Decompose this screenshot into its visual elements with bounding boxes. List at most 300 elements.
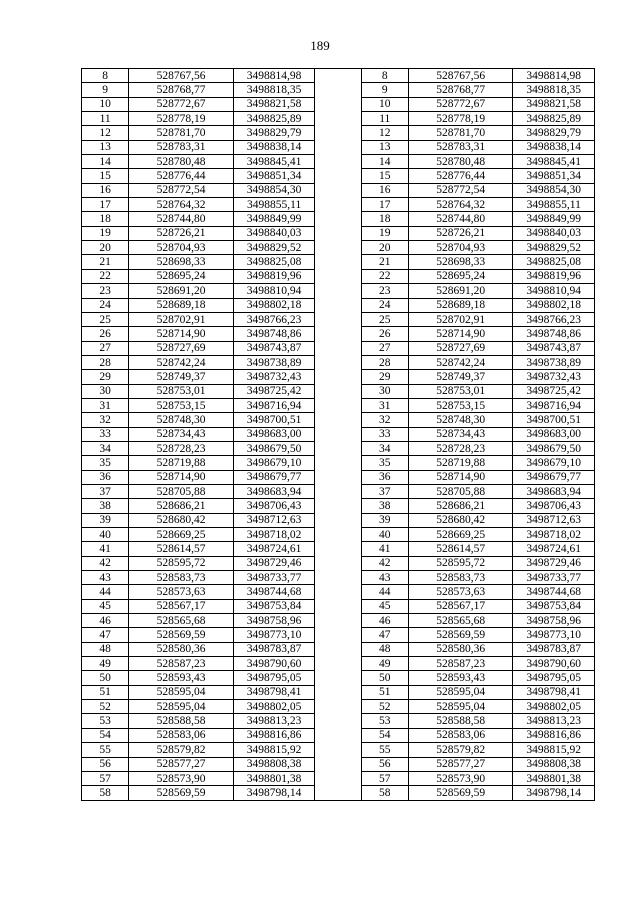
left-x-coordinate-cell: 528583,73 [129, 571, 234, 585]
right-x-coordinate-cell: 528595,04 [408, 685, 513, 699]
right-point-number-cell: 40 [361, 528, 408, 542]
right-point-number-cell: 46 [361, 614, 408, 628]
right-x-coordinate-cell: 528742,24 [408, 355, 513, 369]
left-point-number-cell: 20 [82, 241, 129, 255]
right-x-coordinate-cell: 528669,25 [408, 528, 513, 542]
right-x-coordinate-cell: 528569,59 [408, 786, 513, 800]
right-point-number-cell: 47 [361, 628, 408, 642]
left-y-coordinate-cell: 3498854,30 [233, 183, 314, 197]
right-point-number-cell: 45 [361, 599, 408, 613]
left-y-coordinate-cell: 3498855,11 [233, 198, 314, 212]
left-point-number-cell: 41 [82, 542, 129, 556]
left-y-coordinate-cell: 3498706,43 [233, 499, 314, 513]
left-y-coordinate-cell: 3498851,34 [233, 169, 314, 183]
right-x-coordinate-cell: 528614,57 [408, 542, 513, 556]
right-y-coordinate-cell: 3498814,98 [513, 69, 595, 83]
left-x-coordinate-cell: 528778,19 [129, 112, 234, 126]
right-point-number-cell: 17 [361, 198, 408, 212]
left-x-coordinate-cell: 528744,80 [129, 212, 234, 226]
left-point-number-cell: 49 [82, 657, 129, 671]
left-x-coordinate-cell: 528565,68 [129, 614, 234, 628]
right-y-coordinate-cell: 3498712,63 [513, 513, 595, 527]
left-point-number-cell: 32 [82, 413, 129, 427]
right-point-number-cell: 26 [361, 327, 408, 341]
right-point-number-cell: 37 [361, 484, 408, 498]
right-y-coordinate-cell: 3498829,52 [513, 241, 595, 255]
left-x-coordinate-cell: 528748,30 [129, 413, 234, 427]
right-y-coordinate-cell: 3498753,84 [513, 599, 595, 613]
left-point-number-cell: 40 [82, 528, 129, 542]
left-point-number-cell: 51 [82, 685, 129, 699]
right-point-number-cell: 11 [361, 112, 408, 126]
left-point-number-cell: 25 [82, 312, 129, 326]
left-x-coordinate-cell: 528742,24 [129, 355, 234, 369]
left-point-number-cell: 56 [82, 757, 129, 771]
right-x-coordinate-cell: 528744,80 [408, 212, 513, 226]
left-y-coordinate-cell: 3498679,10 [233, 456, 314, 470]
right-point-number-cell: 30 [361, 384, 408, 398]
left-point-number-cell: 10 [82, 97, 129, 111]
right-point-number-cell: 16 [361, 183, 408, 197]
left-y-coordinate-cell: 3498845,41 [233, 155, 314, 169]
right-x-coordinate-cell: 528772,67 [408, 97, 513, 111]
right-y-coordinate-cell: 3498838,14 [513, 140, 595, 154]
left-x-coordinate-cell: 528768,77 [129, 83, 234, 97]
left-point-number-cell: 39 [82, 513, 129, 527]
right-point-number-cell: 23 [361, 284, 408, 298]
left-y-coordinate-cell: 3498821,58 [233, 97, 314, 111]
right-x-coordinate-cell: 528734,43 [408, 427, 513, 441]
left-y-coordinate-cell: 3498840,03 [233, 226, 314, 240]
left-point-number-cell: 54 [82, 728, 129, 742]
left-point-number-cell: 38 [82, 499, 129, 513]
left-x-coordinate-cell: 528714,90 [129, 470, 234, 484]
left-point-number-cell: 28 [82, 355, 129, 369]
right-y-coordinate-cell: 3498819,96 [513, 269, 595, 283]
left-point-number-cell: 14 [82, 155, 129, 169]
right-point-number-cell: 51 [361, 685, 408, 699]
left-point-number-cell: 8 [82, 69, 129, 83]
left-point-number-cell: 11 [82, 112, 129, 126]
right-x-coordinate-cell: 528573,63 [408, 585, 513, 599]
right-x-coordinate-cell: 528714,90 [408, 470, 513, 484]
right-point-number-cell: 57 [361, 771, 408, 785]
left-x-coordinate-cell: 528580,36 [129, 642, 234, 656]
left-y-coordinate-cell: 3498810,94 [233, 284, 314, 298]
right-point-number-cell: 31 [361, 398, 408, 412]
right-point-number-cell: 32 [361, 413, 408, 427]
page-number: 189 [310, 38, 330, 53]
right-y-coordinate-cell: 3498810,94 [513, 284, 595, 298]
left-point-number-cell: 19 [82, 226, 129, 240]
right-x-coordinate-cell: 528719,88 [408, 456, 513, 470]
right-point-number-cell: 20 [361, 241, 408, 255]
right-y-coordinate-cell: 3498679,77 [513, 470, 595, 484]
right-point-number-cell: 49 [361, 657, 408, 671]
right-point-number-cell: 53 [361, 714, 408, 728]
left-x-coordinate-cell: 528573,90 [129, 771, 234, 785]
right-point-number-cell: 41 [361, 542, 408, 556]
right-point-number-cell: 9 [361, 83, 408, 97]
right-x-coordinate-cell: 528583,06 [408, 728, 513, 742]
left-x-coordinate-cell: 528776,44 [129, 169, 234, 183]
right-point-number-cell: 10 [361, 97, 408, 111]
left-y-coordinate-cell: 3498738,89 [233, 355, 314, 369]
right-x-coordinate-cell: 528595,04 [408, 700, 513, 714]
right-y-coordinate-cell: 3498729,46 [513, 556, 595, 570]
right-point-number-cell: 38 [361, 499, 408, 513]
right-y-coordinate-cell: 3498849,99 [513, 212, 595, 226]
right-x-coordinate-cell: 528748,30 [408, 413, 513, 427]
right-point-number-cell: 27 [361, 341, 408, 355]
right-point-number-cell: 29 [361, 370, 408, 384]
left-point-number-cell: 43 [82, 571, 129, 585]
left-point-number-cell: 18 [82, 212, 129, 226]
right-point-number-cell: 12 [361, 126, 408, 140]
left-y-coordinate-cell: 3498718,02 [233, 528, 314, 542]
left-point-number-cell: 33 [82, 427, 129, 441]
left-point-number-cell: 30 [82, 384, 129, 398]
right-point-number-cell: 22 [361, 269, 408, 283]
left-y-coordinate-cell: 3498748,86 [233, 327, 314, 341]
right-y-coordinate-cell: 3498725,42 [513, 384, 595, 398]
right-y-coordinate-cell: 3498854,30 [513, 183, 595, 197]
left-point-number-cell: 23 [82, 284, 129, 298]
right-point-number-cell: 24 [361, 298, 408, 312]
left-y-coordinate-cell: 3498825,89 [233, 112, 314, 126]
right-x-coordinate-cell: 528593,43 [408, 671, 513, 685]
left-point-number-cell: 37 [82, 484, 129, 498]
left-x-coordinate-cell: 528753,15 [129, 398, 234, 412]
left-x-coordinate-cell: 528569,59 [129, 786, 234, 800]
left-y-coordinate-cell: 3498790,60 [233, 657, 314, 671]
right-x-coordinate-cell: 528595,72 [408, 556, 513, 570]
left-point-number-cell: 57 [82, 771, 129, 785]
right-y-coordinate-cell: 3498808,38 [513, 757, 595, 771]
left-x-coordinate-cell: 528704,93 [129, 241, 234, 255]
left-y-coordinate-cell: 3498819,96 [233, 269, 314, 283]
left-point-number-cell: 52 [82, 700, 129, 714]
right-x-coordinate-cell: 528783,31 [408, 140, 513, 154]
right-point-number-cell: 56 [361, 757, 408, 771]
left-x-coordinate-cell: 528714,90 [129, 327, 234, 341]
right-x-coordinate-cell: 528726,21 [408, 226, 513, 240]
right-y-coordinate-cell: 3498732,43 [513, 370, 595, 384]
right-y-coordinate-cell: 3498679,50 [513, 441, 595, 455]
left-y-coordinate-cell: 3498766,23 [233, 312, 314, 326]
right-point-number-cell: 18 [361, 212, 408, 226]
left-y-coordinate-cell: 3498813,23 [233, 714, 314, 728]
right-y-coordinate-cell: 3498683,00 [513, 427, 595, 441]
right-x-coordinate-cell: 528580,36 [408, 642, 513, 656]
right-point-number-cell: 34 [361, 441, 408, 455]
right-point-number-cell: 25 [361, 312, 408, 326]
left-x-coordinate-cell: 528587,23 [129, 657, 234, 671]
left-y-coordinate-cell: 3498798,14 [233, 786, 314, 800]
left-y-coordinate-cell: 3498802,18 [233, 298, 314, 312]
left-y-coordinate-cell: 3498795,05 [233, 671, 314, 685]
left-x-coordinate-cell: 528669,25 [129, 528, 234, 542]
right-y-coordinate-cell: 3498790,60 [513, 657, 595, 671]
left-x-coordinate-cell: 528593,43 [129, 671, 234, 685]
right-point-number-cell: 28 [361, 355, 408, 369]
right-y-coordinate-cell: 3498700,51 [513, 413, 595, 427]
left-y-coordinate-cell: 3498729,46 [233, 556, 314, 570]
left-point-number-cell: 48 [82, 642, 129, 656]
right-y-coordinate-cell: 3498840,03 [513, 226, 595, 240]
right-y-coordinate-cell: 3498773,10 [513, 628, 595, 642]
left-x-coordinate-cell: 528702,91 [129, 312, 234, 326]
right-y-coordinate-cell: 3498738,89 [513, 355, 595, 369]
left-point-number-cell: 21 [82, 255, 129, 269]
right-x-coordinate-cell: 528689,18 [408, 298, 513, 312]
left-x-coordinate-cell: 528783,31 [129, 140, 234, 154]
right-x-coordinate-cell: 528587,23 [408, 657, 513, 671]
left-y-coordinate-cell: 3498773,10 [233, 628, 314, 642]
right-x-coordinate-cell: 528704,93 [408, 241, 513, 255]
left-y-coordinate-cell: 3498815,92 [233, 743, 314, 757]
right-x-coordinate-cell: 528583,73 [408, 571, 513, 585]
left-y-coordinate-cell: 3498679,50 [233, 441, 314, 455]
right-point-number-cell: 58 [361, 786, 408, 800]
left-point-number-cell: 26 [82, 327, 129, 341]
right-x-coordinate-cell: 528714,90 [408, 327, 513, 341]
left-point-number-cell: 58 [82, 786, 129, 800]
left-point-number-cell: 42 [82, 556, 129, 570]
right-x-coordinate-cell: 528778,19 [408, 112, 513, 126]
left-point-number-cell: 31 [82, 398, 129, 412]
left-y-coordinate-cell: 3498838,14 [233, 140, 314, 154]
left-x-coordinate-cell: 528583,06 [129, 728, 234, 742]
right-x-coordinate-cell: 528698,33 [408, 255, 513, 269]
left-point-number-cell: 55 [82, 743, 129, 757]
left-point-number-cell: 34 [82, 441, 129, 455]
left-y-coordinate-cell: 3498733,77 [233, 571, 314, 585]
left-x-coordinate-cell: 528698,33 [129, 255, 234, 269]
right-point-number-cell: 19 [361, 226, 408, 240]
right-x-coordinate-cell: 528727,69 [408, 341, 513, 355]
right-x-coordinate-cell: 528781,70 [408, 126, 513, 140]
left-point-number-cell: 13 [82, 140, 129, 154]
left-x-coordinate-cell: 528780,48 [129, 155, 234, 169]
left-x-coordinate-cell: 528595,04 [129, 700, 234, 714]
right-y-coordinate-cell: 3498801,38 [513, 771, 595, 785]
left-point-number-cell: 12 [82, 126, 129, 140]
right-point-number-cell: 39 [361, 513, 408, 527]
left-x-coordinate-cell: 528695,24 [129, 269, 234, 283]
right-x-coordinate-cell: 528573,90 [408, 771, 513, 785]
left-x-coordinate-cell: 528772,67 [129, 97, 234, 111]
right-y-coordinate-cell: 3498783,87 [513, 642, 595, 656]
left-y-coordinate-cell: 3498758,96 [233, 614, 314, 628]
left-x-coordinate-cell: 528569,59 [129, 628, 234, 642]
right-y-coordinate-cell: 3498845,41 [513, 155, 595, 169]
left-point-number-cell: 15 [82, 169, 129, 183]
right-y-coordinate-cell: 3498851,34 [513, 169, 595, 183]
right-y-coordinate-cell: 3498758,96 [513, 614, 595, 628]
right-y-coordinate-cell: 3498855,11 [513, 198, 595, 212]
right-x-coordinate-cell: 528767,56 [408, 69, 513, 83]
right-y-coordinate-cell: 3498706,43 [513, 499, 595, 513]
right-y-coordinate-cell: 3498802,18 [513, 298, 595, 312]
right-y-coordinate-cell: 3498825,08 [513, 255, 595, 269]
left-x-coordinate-cell: 528749,37 [129, 370, 234, 384]
right-y-coordinate-cell: 3498798,14 [513, 786, 595, 800]
left-y-coordinate-cell: 3498825,08 [233, 255, 314, 269]
left-x-coordinate-cell: 528728,23 [129, 441, 234, 455]
coordinates-table-body [82, 69, 595, 801]
left-y-coordinate-cell: 3498818,35 [233, 83, 314, 97]
right-y-coordinate-cell: 3498815,92 [513, 743, 595, 757]
left-y-coordinate-cell: 3498700,51 [233, 413, 314, 427]
left-x-coordinate-cell: 528573,63 [129, 585, 234, 599]
left-point-number-cell: 24 [82, 298, 129, 312]
right-x-coordinate-cell: 528579,82 [408, 743, 513, 757]
right-point-number-cell: 50 [361, 671, 408, 685]
right-y-coordinate-cell: 3498748,86 [513, 327, 595, 341]
left-x-coordinate-cell: 528767,56 [129, 69, 234, 83]
left-x-coordinate-cell: 528764,32 [129, 198, 234, 212]
left-y-coordinate-cell: 3498716,94 [233, 398, 314, 412]
left-point-number-cell: 53 [82, 714, 129, 728]
left-x-coordinate-cell: 528680,42 [129, 513, 234, 527]
left-point-number-cell: 44 [82, 585, 129, 599]
left-x-coordinate-cell: 528734,43 [129, 427, 234, 441]
left-y-coordinate-cell: 3498725,42 [233, 384, 314, 398]
right-y-coordinate-cell: 3498825,89 [513, 112, 595, 126]
left-x-coordinate-cell: 528689,18 [129, 298, 234, 312]
left-x-coordinate-cell: 528686,21 [129, 499, 234, 513]
right-x-coordinate-cell: 528776,44 [408, 169, 513, 183]
left-point-number-cell: 22 [82, 269, 129, 283]
left-y-coordinate-cell: 3498829,52 [233, 241, 314, 255]
left-y-coordinate-cell: 3498683,00 [233, 427, 314, 441]
right-y-coordinate-cell: 3498821,58 [513, 97, 595, 111]
left-y-coordinate-cell: 3498743,87 [233, 341, 314, 355]
left-y-coordinate-cell: 3498683,94 [233, 484, 314, 498]
right-x-coordinate-cell: 528764,32 [408, 198, 513, 212]
right-point-number-cell: 35 [361, 456, 408, 470]
left-point-number-cell: 35 [82, 456, 129, 470]
right-x-coordinate-cell: 528565,68 [408, 614, 513, 628]
left-point-number-cell: 16 [82, 183, 129, 197]
right-point-number-cell: 55 [361, 743, 408, 757]
table-divider-gap [315, 69, 361, 801]
right-x-coordinate-cell: 528768,77 [408, 83, 513, 97]
right-y-coordinate-cell: 3498679,10 [513, 456, 595, 470]
right-point-number-cell: 54 [361, 728, 408, 742]
right-point-number-cell: 33 [361, 427, 408, 441]
right-x-coordinate-cell: 528753,15 [408, 398, 513, 412]
right-y-coordinate-cell: 3498795,05 [513, 671, 595, 685]
left-x-coordinate-cell: 528577,27 [129, 757, 234, 771]
right-y-coordinate-cell: 3498733,77 [513, 571, 595, 585]
left-x-coordinate-cell: 528595,72 [129, 556, 234, 570]
left-y-coordinate-cell: 3498712,63 [233, 513, 314, 527]
right-x-coordinate-cell: 528588,58 [408, 714, 513, 728]
left-y-coordinate-cell: 3498829,79 [233, 126, 314, 140]
right-y-coordinate-cell: 3498816,86 [513, 728, 595, 742]
right-point-number-cell: 14 [361, 155, 408, 169]
right-y-coordinate-cell: 3498718,02 [513, 528, 595, 542]
right-y-coordinate-cell: 3498724,61 [513, 542, 595, 556]
left-y-coordinate-cell: 3498808,38 [233, 757, 314, 771]
left-point-number-cell: 50 [82, 671, 129, 685]
right-x-coordinate-cell: 528772,54 [408, 183, 513, 197]
left-point-number-cell: 27 [82, 341, 129, 355]
left-y-coordinate-cell: 3498802,05 [233, 700, 314, 714]
left-y-coordinate-cell: 3498753,84 [233, 599, 314, 613]
right-y-coordinate-cell: 3498716,94 [513, 398, 595, 412]
right-y-coordinate-cell: 3498766,23 [513, 312, 595, 326]
left-x-coordinate-cell: 528691,20 [129, 284, 234, 298]
right-point-number-cell: 15 [361, 169, 408, 183]
left-x-coordinate-cell: 528705,88 [129, 484, 234, 498]
left-x-coordinate-cell: 528579,82 [129, 743, 234, 757]
left-x-coordinate-cell: 528595,04 [129, 685, 234, 699]
right-x-coordinate-cell: 528705,88 [408, 484, 513, 498]
right-x-coordinate-cell: 528577,27 [408, 757, 513, 771]
left-x-coordinate-cell: 528588,58 [129, 714, 234, 728]
right-y-coordinate-cell: 3498829,79 [513, 126, 595, 140]
right-y-coordinate-cell: 3498818,35 [513, 83, 595, 97]
right-point-number-cell: 21 [361, 255, 408, 269]
right-x-coordinate-cell: 528569,59 [408, 628, 513, 642]
left-y-coordinate-cell: 3498849,99 [233, 212, 314, 226]
left-x-coordinate-cell: 528567,17 [129, 599, 234, 613]
right-point-number-cell: 42 [361, 556, 408, 570]
left-point-number-cell: 46 [82, 614, 129, 628]
right-x-coordinate-cell: 528567,17 [408, 599, 513, 613]
right-point-number-cell: 36 [361, 470, 408, 484]
left-x-coordinate-cell: 528719,88 [129, 456, 234, 470]
right-x-coordinate-cell: 528753,01 [408, 384, 513, 398]
left-point-number-cell: 29 [82, 370, 129, 384]
left-y-coordinate-cell: 3498816,86 [233, 728, 314, 742]
left-y-coordinate-cell: 3498732,43 [233, 370, 314, 384]
right-y-coordinate-cell: 3498802,05 [513, 700, 595, 714]
right-y-coordinate-cell: 3498744,68 [513, 585, 595, 599]
right-point-number-cell: 44 [361, 585, 408, 599]
table-row [82, 69, 595, 83]
right-x-coordinate-cell: 528749,37 [408, 370, 513, 384]
left-point-number-cell: 17 [82, 198, 129, 212]
right-x-coordinate-cell: 528691,20 [408, 284, 513, 298]
right-point-number-cell: 52 [361, 700, 408, 714]
right-point-number-cell: 8 [361, 69, 408, 83]
left-x-coordinate-cell: 528781,70 [129, 126, 234, 140]
left-point-number-cell: 9 [82, 83, 129, 97]
left-y-coordinate-cell: 3498801,38 [233, 771, 314, 785]
right-x-coordinate-cell: 528695,24 [408, 269, 513, 283]
right-x-coordinate-cell: 528780,48 [408, 155, 513, 169]
left-point-number-cell: 36 [82, 470, 129, 484]
coordinates-table [81, 68, 595, 801]
left-x-coordinate-cell: 528614,57 [129, 542, 234, 556]
left-x-coordinate-cell: 528726,21 [129, 226, 234, 240]
left-x-coordinate-cell: 528772,54 [129, 183, 234, 197]
left-x-coordinate-cell: 528727,69 [129, 341, 234, 355]
left-y-coordinate-cell: 3498783,87 [233, 642, 314, 656]
left-y-coordinate-cell: 3498744,68 [233, 585, 314, 599]
right-y-coordinate-cell: 3498683,94 [513, 484, 595, 498]
right-point-number-cell: 13 [361, 140, 408, 154]
left-y-coordinate-cell: 3498798,41 [233, 685, 314, 699]
right-y-coordinate-cell: 3498743,87 [513, 341, 595, 355]
right-x-coordinate-cell: 528680,42 [408, 513, 513, 527]
left-y-coordinate-cell: 3498814,98 [233, 69, 314, 83]
left-x-coordinate-cell: 528753,01 [129, 384, 234, 398]
